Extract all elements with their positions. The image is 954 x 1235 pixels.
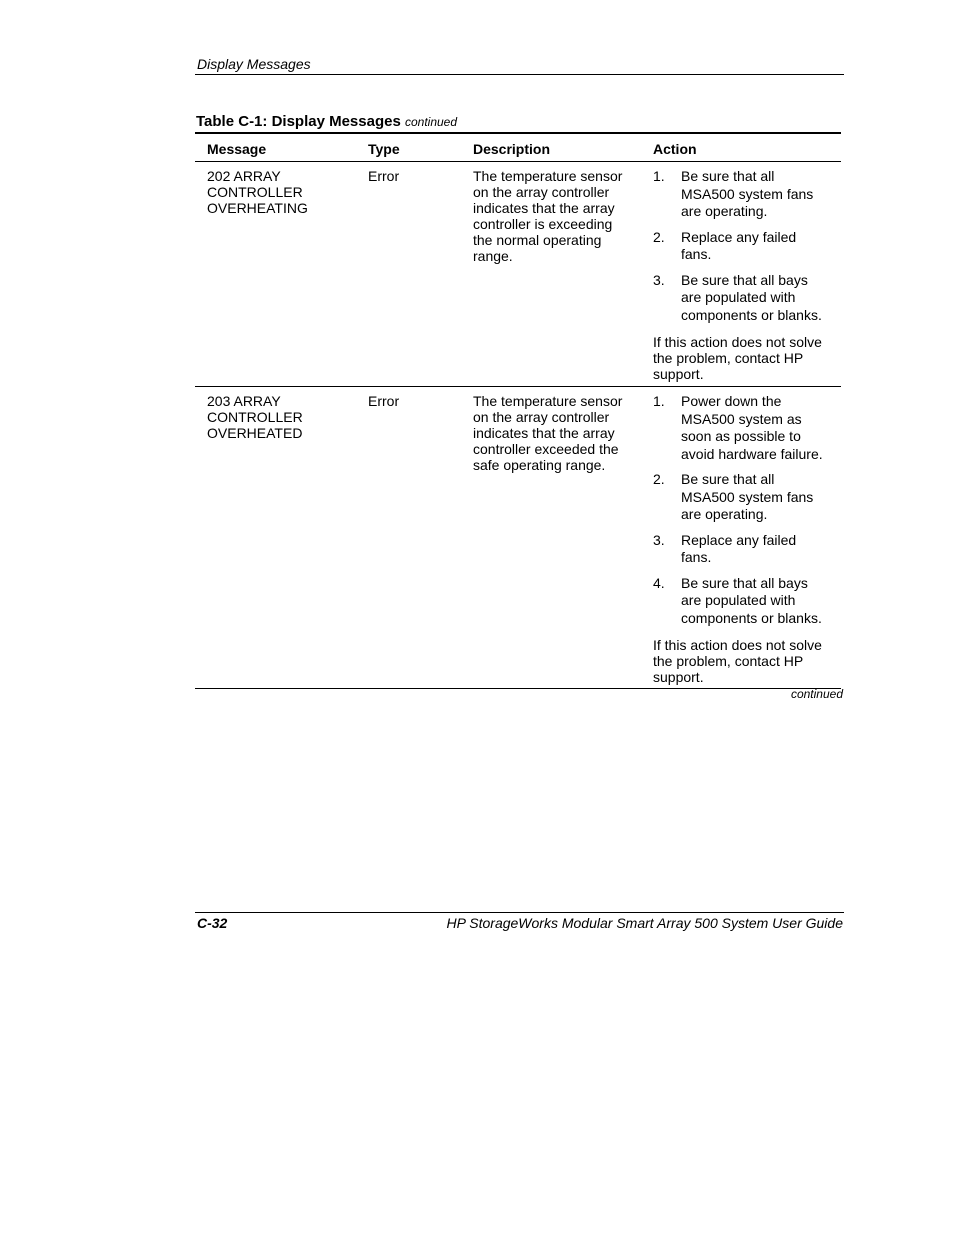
note-line: support.: [653, 669, 704, 685]
step-number: 1.: [653, 168, 665, 184]
note-line: If this action does not solve: [653, 334, 822, 350]
message-line: OVERHEATING: [207, 200, 308, 216]
column-header-message: Message: [207, 141, 267, 157]
note-line: If this action does not solve: [653, 637, 822, 653]
message-cell: [207, 168, 357, 216]
footer-rule: [195, 912, 844, 913]
description-line: range.: [473, 248, 513, 264]
description-line: controller exceeded the: [473, 441, 619, 457]
message-cell: [207, 393, 357, 441]
step-line: Be sure that all bays: [681, 574, 808, 591]
table-caption-continued: continued: [404, 115, 458, 129]
step-number: 4.: [653, 574, 665, 591]
page-number: C-32: [197, 915, 228, 931]
note-line: support.: [653, 366, 704, 382]
step-line: Power down the: [681, 393, 782, 409]
step-line: components or blanks.: [681, 609, 822, 626]
step-line: fans.: [681, 549, 712, 565]
step-number: 1.: [653, 393, 665, 409]
message-line: 203 ARRAY: [207, 393, 281, 409]
column-header-action: Action: [653, 141, 697, 157]
column-header-type: Type: [368, 141, 400, 157]
description-cell: [473, 393, 633, 473]
type-cell: Error: [368, 168, 400, 184]
message-line: OVERHEATED: [207, 425, 303, 441]
table-caption: [196, 113, 457, 130]
action-step: [653, 575, 838, 628]
description-line: The temperature sensor: [473, 393, 623, 409]
description-line: controller is exceeding: [473, 216, 613, 232]
table-row: [195, 387, 841, 689]
step-line: Be sure that all: [681, 168, 775, 184]
description-line: indicates that the array: [473, 200, 615, 216]
action-step: [653, 393, 838, 463]
action-cell: [653, 168, 838, 382]
table-row: [195, 162, 841, 387]
description-cell: [473, 168, 633, 264]
action-step: [653, 168, 838, 221]
step-number: 3.: [653, 531, 665, 548]
step-line: are populated with: [681, 289, 796, 305]
description-line: indicates that the array: [473, 425, 615, 441]
description-line: safe operating range.: [473, 457, 606, 473]
step-line: avoid hardware failure.: [681, 445, 823, 462]
step-line: Be sure that all: [681, 471, 775, 487]
table-header-row: [195, 134, 841, 162]
display-messages-table: [195, 132, 841, 689]
action-step: [653, 471, 838, 524]
description-line: The temperature sensor: [473, 168, 623, 184]
column-header-description: Description: [473, 141, 551, 157]
action-step: [653, 229, 838, 264]
step-line: MSA500 system as: [681, 410, 802, 427]
step-line: MSA500 system fans: [681, 488, 814, 505]
step-line: are populated with: [681, 592, 796, 608]
description-line: the normal operating: [473, 232, 602, 248]
step-line: are operating.: [681, 506, 768, 522]
action-step: [653, 532, 838, 567]
type-cell: Error: [368, 393, 400, 409]
note-line: the problem, contact HP: [653, 350, 804, 366]
step-line: Replace any failed: [681, 531, 797, 548]
description-line: on the array controller: [473, 184, 610, 200]
message-line: CONTROLLER: [207, 409, 303, 425]
step-line: are operating.: [681, 203, 768, 219]
step-line: soon as possible to: [681, 428, 801, 444]
action-steps-list: [653, 393, 838, 627]
table-caption-title: Table C-1: Display Messages: [196, 113, 401, 130]
step-line: fans.: [681, 246, 712, 262]
header-rule: [195, 74, 844, 75]
action-steps-list: [653, 168, 838, 324]
note-line: the problem, contact HP: [653, 653, 804, 669]
action-step: [653, 272, 838, 325]
running-head: Display Messages: [197, 56, 311, 72]
step-line: Be sure that all bays: [681, 271, 808, 288]
message-line: CONTROLLER: [207, 184, 303, 200]
step-number: 2.: [653, 471, 665, 487]
action-note: [653, 637, 838, 685]
continued-label: continued: [790, 687, 843, 701]
description-line: on the array controller: [473, 409, 610, 425]
step-line: Replace any failed: [681, 228, 797, 245]
step-number: 3.: [653, 271, 665, 288]
step-line: MSA500 system fans: [681, 185, 814, 202]
step-number: 2.: [653, 228, 665, 245]
book-title: HP StorageWorks Modular Smart Array 500 System User Guide: [446, 915, 843, 931]
action-cell: [653, 393, 838, 685]
message-line: 202 ARRAY: [207, 168, 281, 184]
step-line: components or blanks.: [681, 306, 822, 323]
action-note: [653, 334, 838, 382]
